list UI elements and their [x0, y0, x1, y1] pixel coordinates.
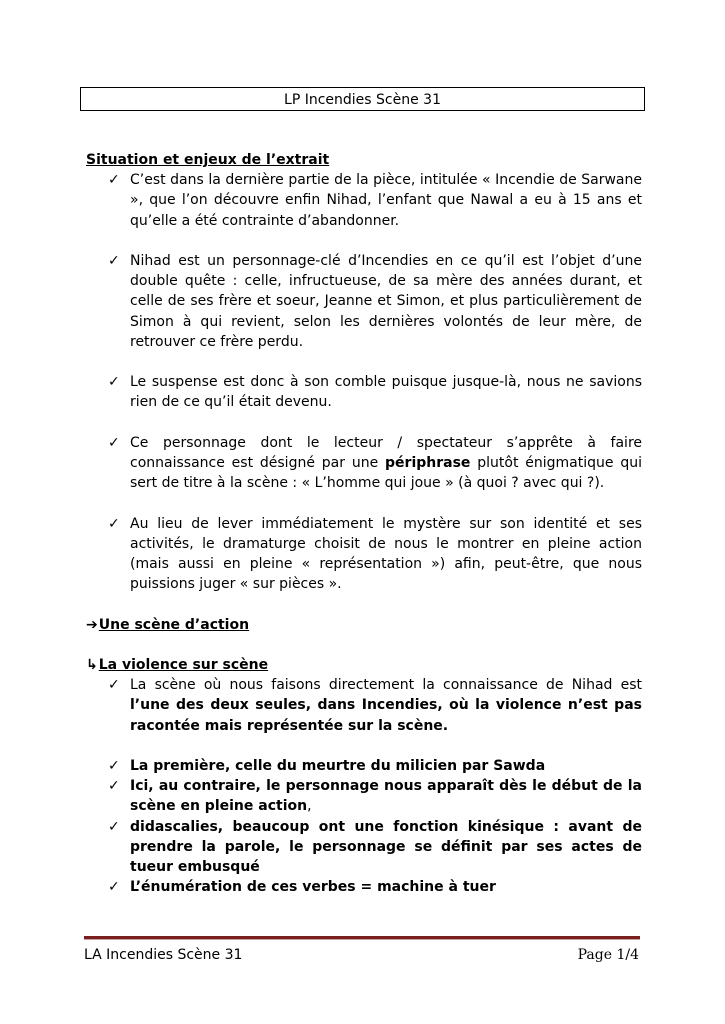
footer-title: LA Incendies Scène 31 [84, 947, 243, 963]
list-item: ✓ Le suspense est donc à son comble puisque jusque-là, nous ne savions rien de ce qu’il était devenu. [108, 374, 642, 411]
list-item: ✓ La première, celle du meurtre du milicien par Sawda [86, 756, 642, 776]
checkmark-icon: ✓ [108, 515, 120, 532]
list-item: ✓ Ici, au contraire, le personnage nous apparaît dès le début de la scène en pleine action, [108, 778, 642, 815]
arrow-right-icon: ➔ [86, 616, 98, 633]
section-heading-action: ➔Une scène d’action [86, 615, 642, 635]
checkmark-icon: ✓ [108, 818, 120, 835]
violence-list [86, 675, 642, 897]
checkmark-icon: ✓ [108, 778, 120, 795]
checkmark-icon: ✓ [108, 757, 120, 774]
document-title-box [80, 87, 645, 111]
checkmark-icon: ✓ [108, 677, 120, 694]
document-title: LP Incendies Scène 31 [284, 92, 441, 108]
situation-list [86, 170, 642, 594]
list-item: ✓ Au lieu de lever immédiatement le mystère sur son identité et ses activités, le dramaturge choisit de nous le montrer en pleine action (mais aussi en pleine « représentation ») afin, peut-être, que nous puissions juger « sur pièces ». [108, 515, 642, 593]
list-item: ✓ Ce personnage dont le lecteur / spectateur s’apprête à faire connaissance est désigné par une périphrase plutôt énigmatique qui sert de titre à la scène : « L’homme qui joue » (à quoi ? avec qui ?). [108, 434, 642, 492]
document-body [86, 150, 642, 897]
page-number: Page 1/4 [577, 947, 639, 963]
arrow-down-right-icon: ↳ [86, 656, 98, 673]
checkmark-icon: ✓ [108, 172, 120, 189]
checkmark-icon: ✓ [108, 374, 120, 391]
footer-rule [84, 936, 640, 940]
checkmark-icon: ✓ [108, 434, 120, 451]
checkmark-icon: ✓ [108, 253, 120, 269]
list-item: ✓ Nihad est un personnage-clé d’Incendies en ce qu’il est l’objet d’une double quête : celle, infructueuse, de sa mère des années durant, et celle de ses frère et soeur, Jeanne et Simon, et plus particulièrement de Simon à qui revient, selon les dernières volontés de leur mère, de retrouver ce frère perdu. [108, 253, 642, 350]
section-heading-violence: ↳La violence sur scène [86, 655, 642, 675]
list-item: ✓ C’est dans la dernière partie de la pièce, intitulée « Incendie de Sarwane », que l’on découvre enfin Nihad, l’enfant que Nawal a eu à 15 ans et qu’elle a été contrainte d’abandonner. [108, 172, 642, 229]
list-item: ✓ La scène où nous faisons directement la connaissance de Nihad est l’une des deux seules, dans Incendies, où la violence n’est pas racontée mais représentée sur la scène. [108, 677, 642, 734]
list-item: ✓ didascalies, beaucoup ont une fonction kinésique : avant de prendre la parole, le personnage se définit par ses actes de tueur embusqué [108, 818, 642, 875]
checkmark-icon: ✓ [108, 879, 120, 896]
section-heading-situation: Situation et enjeux de l’extrait [86, 152, 330, 168]
list-item: ✓ L’énumération de ces verbes = machine à tuer [86, 877, 642, 897]
